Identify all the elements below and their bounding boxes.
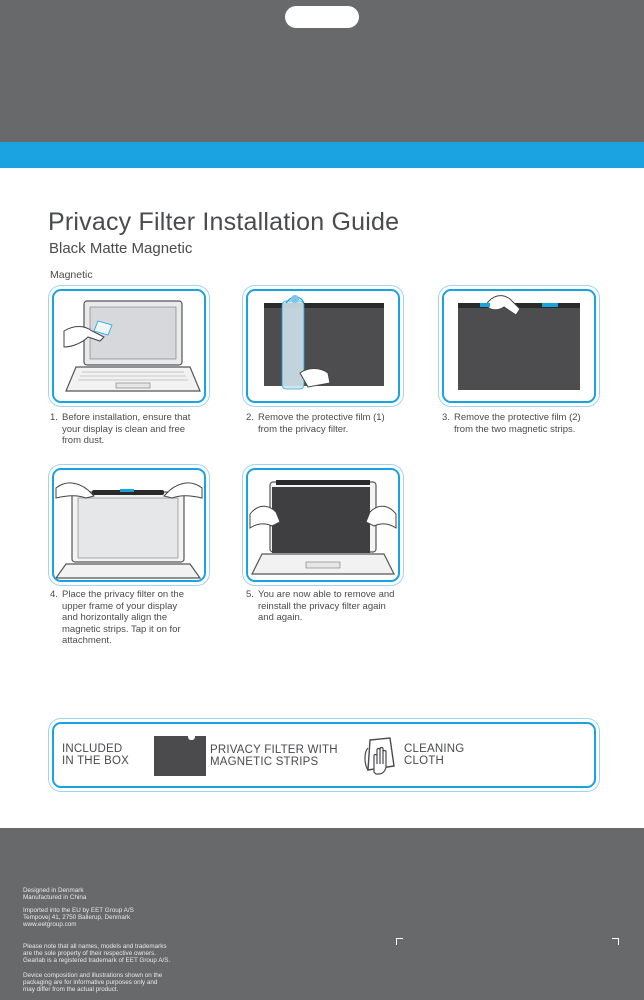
laptop-cleaning-illustration	[54, 291, 204, 401]
privacy-filter-icon	[154, 736, 206, 776]
step-text-line: your display is clean and free	[62, 423, 186, 435]
step-text-line: reinstall the privacy filter again	[258, 600, 386, 612]
step-text-line: upper frame of your display	[62, 600, 178, 612]
included-item-filter: PRIVACY FILTER WITH MAGNETIC STRIPS	[210, 744, 338, 768]
guide-subtitle: Black Matte Magnetic	[49, 240, 193, 257]
included-label: INCLUDED IN THE BOX	[62, 743, 129, 767]
step-4-text	[50, 589, 184, 647]
step-text-line: magnetic strips. Tap it on for	[62, 623, 181, 635]
step-1-illustration	[52, 289, 206, 403]
step-2-illustration	[246, 289, 400, 403]
guide-title: Privacy Filter Installation Guide	[48, 208, 400, 236]
footer-disclaimer: Device composition and illustrations shown on the packaging are for informative purposes only and may differ from the actual product.	[23, 972, 163, 994]
step-text-line: 4. Place the privacy filter on the	[50, 589, 184, 600]
crop-mark-right	[612, 938, 619, 945]
step-4-illustration	[52, 468, 206, 582]
footer-importer: Imported into the EU by EET Group A/S Tempovej 41, 2750 Ballerup, Denmark www.eetgroup.com	[23, 907, 134, 929]
filter-reinstall-illustration	[248, 470, 398, 580]
film-removal-illustration	[248, 291, 398, 401]
footer-trademarks: Please note that all names, models and trademarks are the sole property of their respective owners. Gearlab is a registered trademark of EET Group A/S.	[23, 943, 171, 965]
hang-hole	[285, 6, 359, 28]
step-3-text	[442, 412, 581, 435]
step-1-text	[50, 412, 190, 447]
filter-attach-illustration	[54, 470, 204, 580]
included-item-cloth: CLEANING CLOTH	[404, 743, 465, 767]
step-text-line: from the two magnetic strips.	[454, 423, 576, 435]
section-label: Magnetic	[50, 269, 93, 281]
crop-mark-left	[396, 938, 403, 945]
step-text-line: 2. Remove the protective film (1)	[246, 412, 385, 423]
footer-origin: Designed in Denmark Manufactured in China	[23, 887, 87, 902]
step-5-illustration	[246, 468, 400, 582]
step-text-line: and horizontally align the	[62, 612, 168, 623]
step-text-line: from dust.	[62, 435, 105, 446]
step-text-line: and again.	[258, 612, 303, 623]
step-text-line: 1. Before installation, ensure that	[50, 412, 191, 423]
step-text-line: attachment.	[62, 635, 112, 646]
step-text-line: 5. You are now able to remove and	[246, 589, 395, 600]
step-3-illustration	[442, 289, 596, 403]
strip-film-removal-illustration	[444, 291, 594, 401]
step-2-text	[246, 412, 385, 435]
step-5-text	[246, 589, 394, 624]
packaging-top	[0, 0, 644, 142]
accent-stripe	[0, 142, 644, 168]
step-text-line: from the privacy filter.	[258, 423, 349, 435]
step-text-line: 3. Remove the protective film (2)	[442, 412, 581, 423]
cleaning-cloth-icon	[362, 736, 398, 776]
included-in-box-panel	[52, 722, 596, 788]
